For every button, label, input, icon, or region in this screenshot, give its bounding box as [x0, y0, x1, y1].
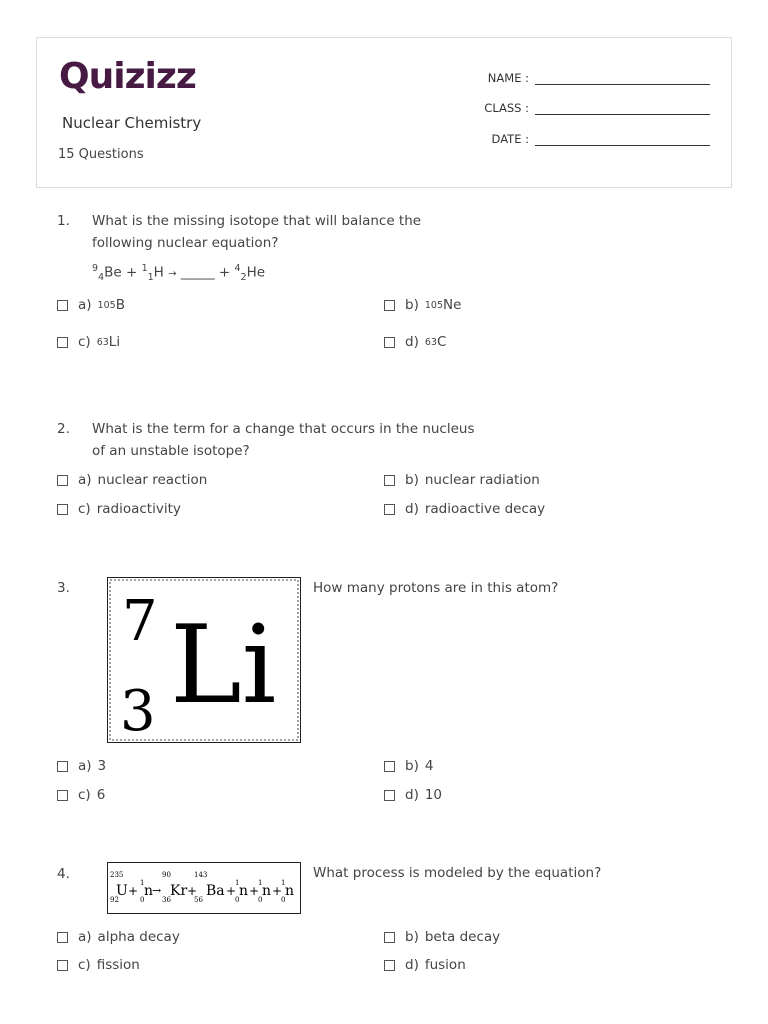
question-count: 15 Questions	[58, 147, 144, 162]
checkbox[interactable]	[57, 960, 68, 971]
worksheet-header	[36, 37, 732, 188]
name-field[interactable]	[477, 71, 717, 91]
class-line[interactable]	[535, 114, 710, 115]
fission-equation-image	[107, 862, 301, 914]
svg-text:235: 235	[110, 871, 124, 879]
q2-option-d[interactable]: d) radioactive decay	[384, 499, 545, 519]
checkbox[interactable]	[57, 790, 68, 801]
svg-text:1: 1	[140, 879, 145, 887]
svg-text:36: 36	[162, 896, 171, 904]
q1-text: What is the missing isotope that will balance the following nuclear equation?	[92, 213, 422, 251]
checkbox[interactable]	[57, 300, 68, 311]
date-label: DATE :	[491, 132, 529, 146]
svg-text:+: +	[226, 884, 237, 898]
svg-text:n: n	[262, 883, 272, 899]
svg-text:0: 0	[235, 896, 240, 904]
atomic-number: 3	[120, 679, 156, 742]
q3-number: 3.	[57, 580, 70, 596]
checkbox[interactable]	[384, 504, 395, 515]
class-field[interactable]	[477, 101, 717, 121]
q3-option-c[interactable]: c) 6	[57, 785, 105, 805]
lithium-symbol-graphic	[108, 578, 300, 742]
quizizz-logo: Quizizz	[59, 56, 196, 97]
svg-text:1: 1	[258, 879, 263, 887]
q1-option-a[interactable]: a) 10 5 B	[57, 295, 125, 315]
svg-text:n: n	[239, 883, 249, 899]
element-symbol: Li	[170, 603, 277, 728]
checkbox[interactable]	[384, 932, 395, 943]
svg-text:0: 0	[281, 896, 286, 904]
checkbox[interactable]	[57, 932, 68, 943]
q1-option-b[interactable]: b) 10 5 Ne	[384, 295, 461, 315]
checkbox[interactable]	[384, 300, 395, 311]
q1-option-d[interactable]: d) 6 3 C	[384, 332, 446, 352]
svg-text:0: 0	[140, 896, 145, 904]
q1-option-c[interactable]: c) 6 3 Li	[57, 332, 120, 352]
svg-text:+: +	[187, 884, 198, 898]
q4-option-c[interactable]: c) fission	[57, 955, 140, 975]
date-field[interactable]	[477, 132, 717, 152]
q3-text: How many protons are in this atom?	[313, 580, 559, 596]
class-label: CLASS :	[484, 101, 529, 115]
q4-option-a[interactable]: a) alpha decay	[57, 927, 180, 947]
q2-option-a[interactable]: a) nuclear reaction	[57, 470, 207, 490]
svg-text:Kr: Kr	[170, 883, 188, 899]
svg-text:+: +	[249, 884, 260, 898]
svg-text:0: 0	[258, 896, 263, 904]
lithium-isotope-image	[107, 577, 301, 743]
checkbox[interactable]	[384, 960, 395, 971]
checkbox[interactable]	[384, 337, 395, 348]
checkbox[interactable]	[384, 790, 395, 801]
q2-number: 2.	[57, 421, 70, 437]
name-line[interactable]	[535, 84, 710, 85]
svg-text:90: 90	[162, 871, 171, 879]
svg-text:92: 92	[110, 896, 119, 904]
svg-text:n: n	[285, 883, 295, 899]
date-line[interactable]	[535, 145, 710, 146]
q3-option-b[interactable]: b) 4	[384, 756, 433, 776]
svg-text:1: 1	[281, 879, 286, 887]
svg-text:Ba: Ba	[206, 883, 225, 899]
checkbox[interactable]	[57, 504, 68, 515]
q1-equation: $^9_4$Be + $^1_1$H → _____ + $^4_2$He	[92, 263, 266, 284]
q2-option-b[interactable]: b) nuclear radiation	[384, 470, 540, 490]
q3-option-a[interactable]: a) 3	[57, 756, 106, 776]
fission-equation-graphic	[108, 863, 300, 913]
svg-text:n: n	[144, 883, 154, 899]
svg-text:143: 143	[194, 871, 208, 879]
checkbox[interactable]	[57, 337, 68, 348]
checkbox[interactable]	[384, 761, 395, 772]
svg-text:56: 56	[194, 896, 203, 904]
q4-text: What process is modeled by the equation?	[313, 865, 602, 881]
name-label: NAME :	[487, 71, 529, 85]
checkbox[interactable]	[384, 475, 395, 486]
q4-option-d[interactable]: d) fusion	[384, 955, 466, 975]
svg-text:→: →	[152, 884, 162, 897]
worksheet-title: Nuclear Chemistry	[62, 114, 202, 132]
svg-text:+: +	[272, 884, 283, 898]
q3-option-d[interactable]: d) 10	[384, 785, 442, 805]
q2-text: What is the term for a change that occurs in the nucleus of an unstable isotope?	[92, 421, 475, 459]
q1-number: 1.	[57, 213, 70, 229]
svg-text:+: +	[128, 884, 139, 898]
q4-number: 4.	[57, 866, 70, 882]
svg-text:1: 1	[235, 879, 240, 887]
mass-number: 7	[122, 589, 158, 654]
q2-option-c[interactable]: c) radioactivity	[57, 499, 181, 519]
svg-text:U: U	[116, 883, 128, 899]
checkbox[interactable]	[57, 761, 68, 772]
q4-option-b[interactable]: b) beta decay	[384, 927, 500, 947]
checkbox[interactable]	[57, 475, 68, 486]
